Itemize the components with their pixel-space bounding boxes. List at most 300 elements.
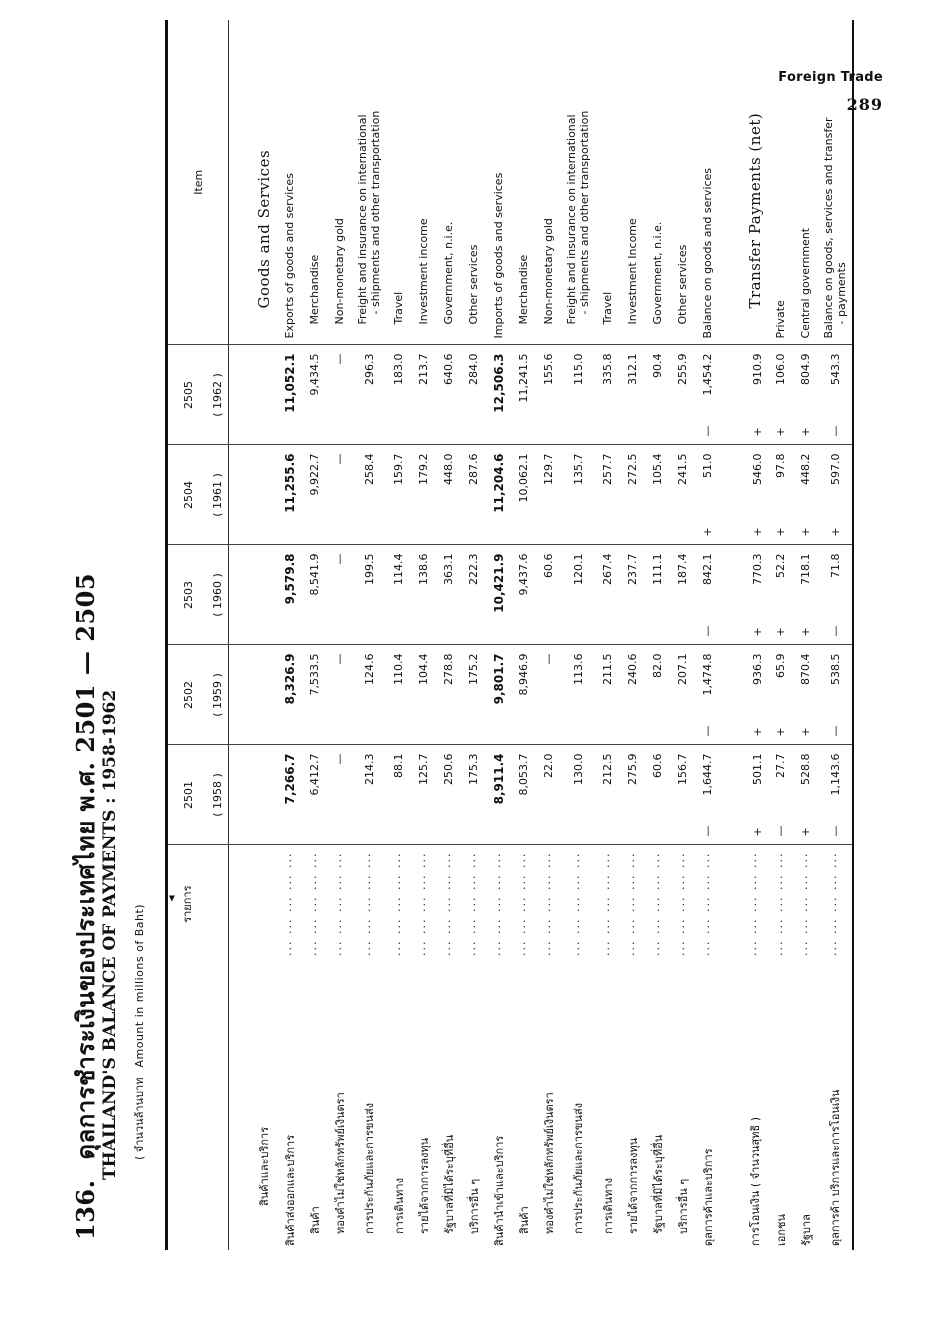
value-text: 211.5 (601, 653, 614, 685)
value-text: 640.6 (442, 353, 455, 385)
sign-mark: + (751, 527, 764, 537)
thai-label-text: สินค้า (308, 1206, 322, 1234)
row-label-thai (561, 845, 595, 1250)
leader-dots: ... ... ... ... ... (598, 851, 612, 956)
sign-mark: + (701, 527, 714, 537)
value-cell (229, 345, 278, 445)
value-text: 255.9 (676, 353, 689, 385)
value-cell (536, 445, 561, 545)
value-cell (386, 745, 411, 845)
thai-label-text: เอกชน (774, 1213, 788, 1246)
thai-label-text: สินค้าส่งออกและบริการ (283, 1134, 297, 1246)
value-text: 870.4 (799, 653, 812, 685)
row-label-thai (229, 845, 278, 1250)
value-text: 207.1 (676, 653, 689, 685)
value-text: 1,474.8 (701, 653, 714, 696)
row-label-thai (277, 845, 302, 1250)
sign-mark: — (774, 825, 787, 837)
value-cell (352, 345, 386, 445)
row-label-thai (768, 845, 793, 1250)
english-label-text: Non-monetary gold (333, 218, 346, 325)
value-text: 9,922.7 (308, 453, 321, 496)
value-text: 936.3 (751, 653, 764, 685)
value-text: 287.6 (467, 453, 480, 485)
value-text: 250.6 (442, 753, 455, 785)
row-label-english (595, 20, 620, 345)
value-cell (818, 445, 853, 545)
value-cell (695, 545, 720, 645)
value-text: 135.7 (571, 453, 585, 485)
value-cell (670, 545, 695, 645)
value-text: 90.4 (651, 353, 664, 378)
thai-label-text: การประกันภัยและการขนส่ง (363, 1102, 376, 1234)
value-cell (645, 345, 670, 445)
sign-mark: + (828, 527, 842, 537)
thai-label-text: การเดินทาง (392, 1178, 406, 1234)
value-text: 183.0 (392, 353, 405, 385)
leader-dots: ... ... ... ... ... (330, 851, 344, 956)
value-cell (352, 645, 386, 745)
value-cell (768, 745, 793, 845)
row-label-thai (595, 845, 620, 1250)
leader-dots: ... ... ... ... ... (360, 851, 373, 956)
thai-label-text: บริการอื่น ๆ (467, 1178, 481, 1234)
value-text: 106.0 (774, 353, 787, 385)
value-text: 272.5 (626, 453, 639, 485)
value-cell (327, 645, 352, 745)
table-number: 136. (71, 1179, 100, 1240)
value-text: 97.8 (774, 453, 787, 478)
value-text: 546.0 (751, 453, 764, 485)
thai-label-text: บริการอื่น ๆ (676, 1178, 690, 1234)
sign-mark: + (751, 427, 764, 437)
row-label-english (302, 20, 327, 345)
unit-note-thai: ( จำนวนล้านบาท (133, 1077, 146, 1160)
value-cell (561, 545, 595, 645)
table-row (768, 20, 793, 1250)
value-cell (461, 645, 486, 745)
leader-dots: ... ... ... ... ... (648, 851, 662, 956)
value-text: 9,434.5 (308, 353, 321, 396)
english-label-text: Freight and insurance on international (565, 114, 578, 325)
value-cell (561, 645, 595, 745)
value-cell (695, 345, 720, 445)
english-label-continuation: - shipments and other transportation (578, 110, 591, 315)
value-text: 129.7 (542, 453, 555, 485)
value-text: 104.4 (417, 653, 430, 685)
section-row (720, 20, 768, 1250)
english-label-text: Merchandise (308, 254, 321, 325)
table-titles (60, 120, 160, 1250)
value-text: 159.7 (392, 453, 405, 485)
title-thai-text: ดุลการชำระเงินของประเทศไทย พ.ศ. 2501 — 2505 (71, 572, 100, 1160)
english-label-text: Travel (601, 291, 614, 325)
english-label-text: Goods and Services (255, 149, 273, 309)
value-text: — (333, 753, 346, 765)
value-text: 130.0 (571, 753, 585, 785)
table-row (302, 20, 327, 1250)
table-row (352, 20, 386, 1250)
row-label-thai (352, 845, 386, 1250)
leader-dots: ... ... ... ... ... (673, 851, 687, 956)
value-text: 82.0 (651, 653, 664, 678)
value-text: 335.8 (601, 353, 614, 385)
value-cell (511, 445, 536, 545)
value-text: 312.1 (626, 353, 639, 385)
value-cell (277, 545, 302, 645)
leader-dots: ... ... ... ... ... (796, 851, 810, 956)
value-text: 111.1 (651, 553, 664, 585)
sign-mark: — (828, 625, 842, 637)
header-year-2503: 2503 ( 1960 ) (167, 545, 229, 645)
value-cell (302, 345, 327, 445)
value-cell (461, 745, 486, 845)
value-cell (670, 645, 695, 745)
row-label-english (511, 20, 536, 345)
sign-mark: + (799, 727, 812, 737)
table-row (793, 20, 818, 1250)
value-text: 175.3 (467, 753, 480, 785)
value-text: 71.8 (828, 553, 842, 578)
value-cell (277, 445, 302, 545)
value-cell (302, 645, 327, 745)
table-row (561, 20, 595, 1250)
value-text: 237.7 (626, 553, 639, 585)
section-title: Foreign Trade (778, 70, 883, 85)
print-mark: ◂ (164, 895, 178, 902)
thai-label-text: การเดินทาง (601, 1178, 615, 1234)
row-label-english (411, 20, 436, 345)
sign-mark: — (828, 825, 842, 837)
english-label-text: Exports of goods and services (283, 173, 296, 339)
row-label-thai (436, 845, 461, 1250)
value-text: 8,946.9 (517, 653, 530, 696)
sign-mark: — (828, 725, 842, 737)
row-label-english (561, 20, 595, 345)
value-text: 258.4 (362, 453, 376, 485)
value-cell (620, 345, 645, 445)
value-cell (386, 345, 411, 445)
value-cell (818, 645, 853, 745)
value-text: 212.5 (601, 753, 614, 785)
value-cell (277, 745, 302, 845)
english-label-text: Government, n.i.e. (651, 221, 664, 325)
value-text: 9,579.8 (282, 553, 297, 605)
value-cell (793, 745, 818, 845)
row-label-thai (670, 845, 695, 1250)
value-text: 179.2 (417, 453, 430, 485)
value-text: 842.1 (701, 553, 714, 585)
value-cell (793, 345, 818, 445)
value-text: 8,911.4 (491, 753, 506, 805)
value-text: 175.2 (467, 653, 480, 685)
value-text: 8,053.7 (517, 753, 530, 796)
header-thai-item: ◂ รายการ (167, 845, 229, 1250)
value-cell (818, 745, 853, 845)
value-cell (461, 345, 486, 445)
row-label-thai (645, 845, 670, 1250)
row-label-thai (536, 845, 561, 1250)
row-label-thai (411, 845, 436, 1250)
value-cell (386, 445, 411, 545)
value-cell (595, 545, 620, 645)
row-label-thai (461, 845, 486, 1250)
value-cell (695, 645, 720, 745)
value-cell (486, 445, 511, 545)
value-text: 804.9 (799, 353, 812, 385)
row-label-english (620, 20, 645, 345)
value-text: 241.5 (676, 453, 689, 485)
table-row (327, 20, 352, 1250)
value-cell (411, 545, 436, 645)
value-text: 115.0 (571, 353, 585, 385)
value-cell (386, 645, 411, 745)
value-text: 60.6 (651, 753, 664, 778)
value-text: 125.7 (417, 753, 430, 785)
english-label-text: Investment income (417, 218, 430, 325)
value-text: 538.5 (828, 653, 842, 685)
leader-dots: ... ... ... ... ... (305, 851, 319, 956)
sign-mark: + (751, 727, 764, 737)
row-label-english (645, 20, 670, 345)
sign-mark: — (701, 425, 714, 437)
value-text: 12,506.3 (491, 353, 506, 413)
english-label-text: Other services (676, 244, 689, 325)
value-text: 11,241.5 (517, 353, 530, 403)
value-text: 597.0 (828, 453, 842, 485)
leader-dots: ... ... ... ... ... (623, 851, 637, 956)
sign-mark: — (701, 725, 714, 737)
value-text: 448.2 (799, 453, 812, 485)
sign-mark: + (799, 827, 812, 837)
leader-dots: ... ... ... ... ... (569, 851, 582, 956)
value-text: — (333, 353, 346, 365)
value-text: 363.1 (442, 553, 455, 585)
value-text: 105.4 (651, 453, 664, 485)
value-text: 222.3 (467, 553, 480, 585)
value-text: 275.9 (626, 753, 639, 785)
value-cell (461, 445, 486, 545)
english-label-text: Imports of goods and services (492, 172, 505, 339)
english-label-text: Freight and insurance on international (356, 114, 369, 325)
value-cell (327, 545, 352, 645)
value-cell (229, 445, 278, 545)
value-cell (768, 445, 793, 545)
value-cell (511, 545, 536, 645)
value-cell (768, 545, 793, 645)
english-label-text: Central government (799, 227, 812, 339)
table-row (277, 20, 302, 1250)
thai-label-text: ดุลการค้าและบริการ (701, 1148, 715, 1246)
sign-mark: — (701, 825, 714, 837)
table-row (645, 20, 670, 1250)
value-text: 155.6 (542, 353, 555, 385)
value-cell (302, 545, 327, 645)
value-text: 240.6 (626, 653, 639, 685)
leader-dots: ... ... ... ... ... (464, 851, 478, 956)
value-cell (793, 545, 818, 645)
table-row (536, 20, 561, 1250)
value-cell (695, 745, 720, 845)
thai-label-text: สินค้าและบริการ (258, 1126, 271, 1206)
value-text: — (542, 653, 555, 665)
english-label-continuation: - payments (835, 262, 848, 325)
row-label-english (536, 20, 561, 345)
value-cell (411, 445, 436, 545)
value-cell (327, 445, 352, 545)
value-cell (561, 445, 595, 545)
section-row (229, 20, 278, 1250)
table-row (511, 20, 536, 1250)
leader-dots: ... ... ... ... ... (746, 851, 759, 956)
value-text: — (333, 653, 346, 665)
value-cell (620, 745, 645, 845)
thai-label-text: รัฐบาลที่มิได้ระบุที่อื่น (442, 1134, 456, 1234)
value-text: 113.6 (571, 653, 585, 685)
english-label-text: Other services (467, 244, 480, 325)
value-text: 8,326.9 (282, 653, 297, 705)
value-text: 11,052.1 (282, 353, 297, 413)
value-cell (302, 445, 327, 545)
table-row (670, 20, 695, 1250)
table-row (595, 20, 620, 1250)
value-cell (595, 445, 620, 545)
english-label-text: Transfer Payments (net) (746, 112, 764, 309)
thai-label-text: รายได้จากการลงทุน (417, 1137, 431, 1234)
thai-label-text: การโอนเงิน ( จำนวนสุทธิ ) (749, 1116, 762, 1246)
english-label-text: Merchandise (517, 254, 530, 325)
value-text: 8,541.9 (308, 553, 321, 596)
unit-note-english: Amount in millions of Baht) (133, 903, 146, 1068)
value-cell (620, 545, 645, 645)
row-label-thai (620, 845, 645, 1250)
value-text: 1,454.2 (701, 353, 714, 396)
value-cell (436, 645, 461, 745)
value-text: 214.3 (362, 753, 376, 785)
sign-mark: — (828, 425, 842, 437)
value-text: 60.6 (542, 553, 555, 578)
table-title-english: THAILAND'S BALANCE OF PAYMENTS : 1958-1962 (100, 689, 120, 1180)
row-label-thai (386, 845, 411, 1250)
value-cell (620, 645, 645, 745)
value-text: 10,421.9 (491, 553, 506, 613)
value-cell (720, 445, 768, 545)
value-text: 11,255.6 (282, 453, 297, 513)
thai-label-text: รัฐบาลที่มิได้ระบุที่อื่น (651, 1134, 665, 1234)
value-cell (436, 345, 461, 445)
value-cell (720, 745, 768, 845)
header-english-item: Item (167, 20, 229, 345)
value-cell (536, 345, 561, 445)
value-cell (670, 345, 695, 445)
value-cell (486, 645, 511, 745)
value-text: 770.3 (751, 553, 764, 585)
value-cell (352, 445, 386, 545)
header-year-2501: 2501 ( 1958 ) (167, 745, 229, 845)
value-text: 7,266.7 (282, 753, 297, 805)
value-text: 124.6 (362, 653, 376, 685)
value-text: 257.7 (601, 453, 614, 485)
english-label-text: Travel (392, 291, 405, 325)
leader-dots: ... ... ... ... ... (439, 851, 453, 956)
value-cell (511, 745, 536, 845)
sign-mark: + (799, 627, 812, 637)
row-label-thai (486, 845, 511, 1250)
value-cell (411, 745, 436, 845)
leader-dots: ... ... ... ... ... (389, 851, 403, 956)
value-cell (229, 545, 278, 645)
value-cell (511, 345, 536, 445)
value-cell (277, 345, 302, 445)
english-label-text: Balance on goods, services and transfer (822, 117, 835, 339)
value-text: 65.9 (774, 653, 787, 678)
value-text: 88.1 (392, 753, 405, 778)
leader-dots: ... ... ... ... ... (514, 851, 528, 956)
value-cell (695, 445, 720, 545)
table-row (486, 20, 511, 1250)
row-label-english (436, 20, 461, 345)
value-cell (277, 645, 302, 745)
value-cell (768, 345, 793, 445)
value-text: — (333, 553, 346, 565)
row-label-english (818, 20, 853, 345)
english-label-text: Investment Income (626, 218, 639, 325)
value-cell (595, 345, 620, 445)
header-year-2502: 2502 ( 1959 ) (167, 645, 229, 745)
value-text: 187.4 (676, 553, 689, 585)
row-label-english (695, 20, 720, 345)
value-text: 1,644.7 (701, 753, 714, 796)
value-cell (436, 745, 461, 845)
value-text: 10,062.1 (517, 453, 530, 503)
value-text: 138.6 (417, 553, 430, 585)
header-row (167, 20, 229, 1250)
thai-label-text: ทองคำไม่ใช่หลักทรัพย์เงินตรา (542, 1092, 556, 1234)
thai-label-text: การประกันภัยและการขนส่ง (572, 1102, 585, 1234)
row-label-thai (818, 845, 853, 1250)
row-label-thai (695, 845, 720, 1250)
value-text: 114.4 (392, 553, 405, 585)
sign-mark: + (751, 827, 764, 837)
value-cell (793, 645, 818, 745)
value-cell (229, 645, 278, 745)
header-year-2505: 2505 ( 1962 ) (167, 345, 229, 445)
leader-dots: ... ... ... ... ... (414, 851, 428, 956)
value-cell (536, 745, 561, 845)
leader-dots: ... ... ... ... ... (771, 851, 785, 956)
row-label-thai (302, 845, 327, 1250)
value-cell (327, 345, 352, 445)
row-label-thai (793, 845, 818, 1250)
value-cell (595, 645, 620, 745)
row-label-thai (327, 845, 352, 1250)
value-cell (352, 745, 386, 845)
value-text: 11,204.6 (491, 453, 506, 513)
value-text: 110.4 (392, 653, 405, 685)
value-cell (302, 745, 327, 845)
value-cell (486, 545, 511, 645)
value-cell (536, 645, 561, 745)
row-label-english (720, 20, 768, 345)
english-label-text: Private (774, 300, 787, 339)
row-label-english (277, 20, 302, 345)
value-text: 22.0 (542, 753, 555, 778)
value-cell (645, 545, 670, 645)
row-label-english (386, 20, 411, 345)
sign-mark: + (751, 627, 764, 637)
value-text: 120.1 (571, 553, 585, 585)
page-number: 289 (846, 95, 883, 114)
